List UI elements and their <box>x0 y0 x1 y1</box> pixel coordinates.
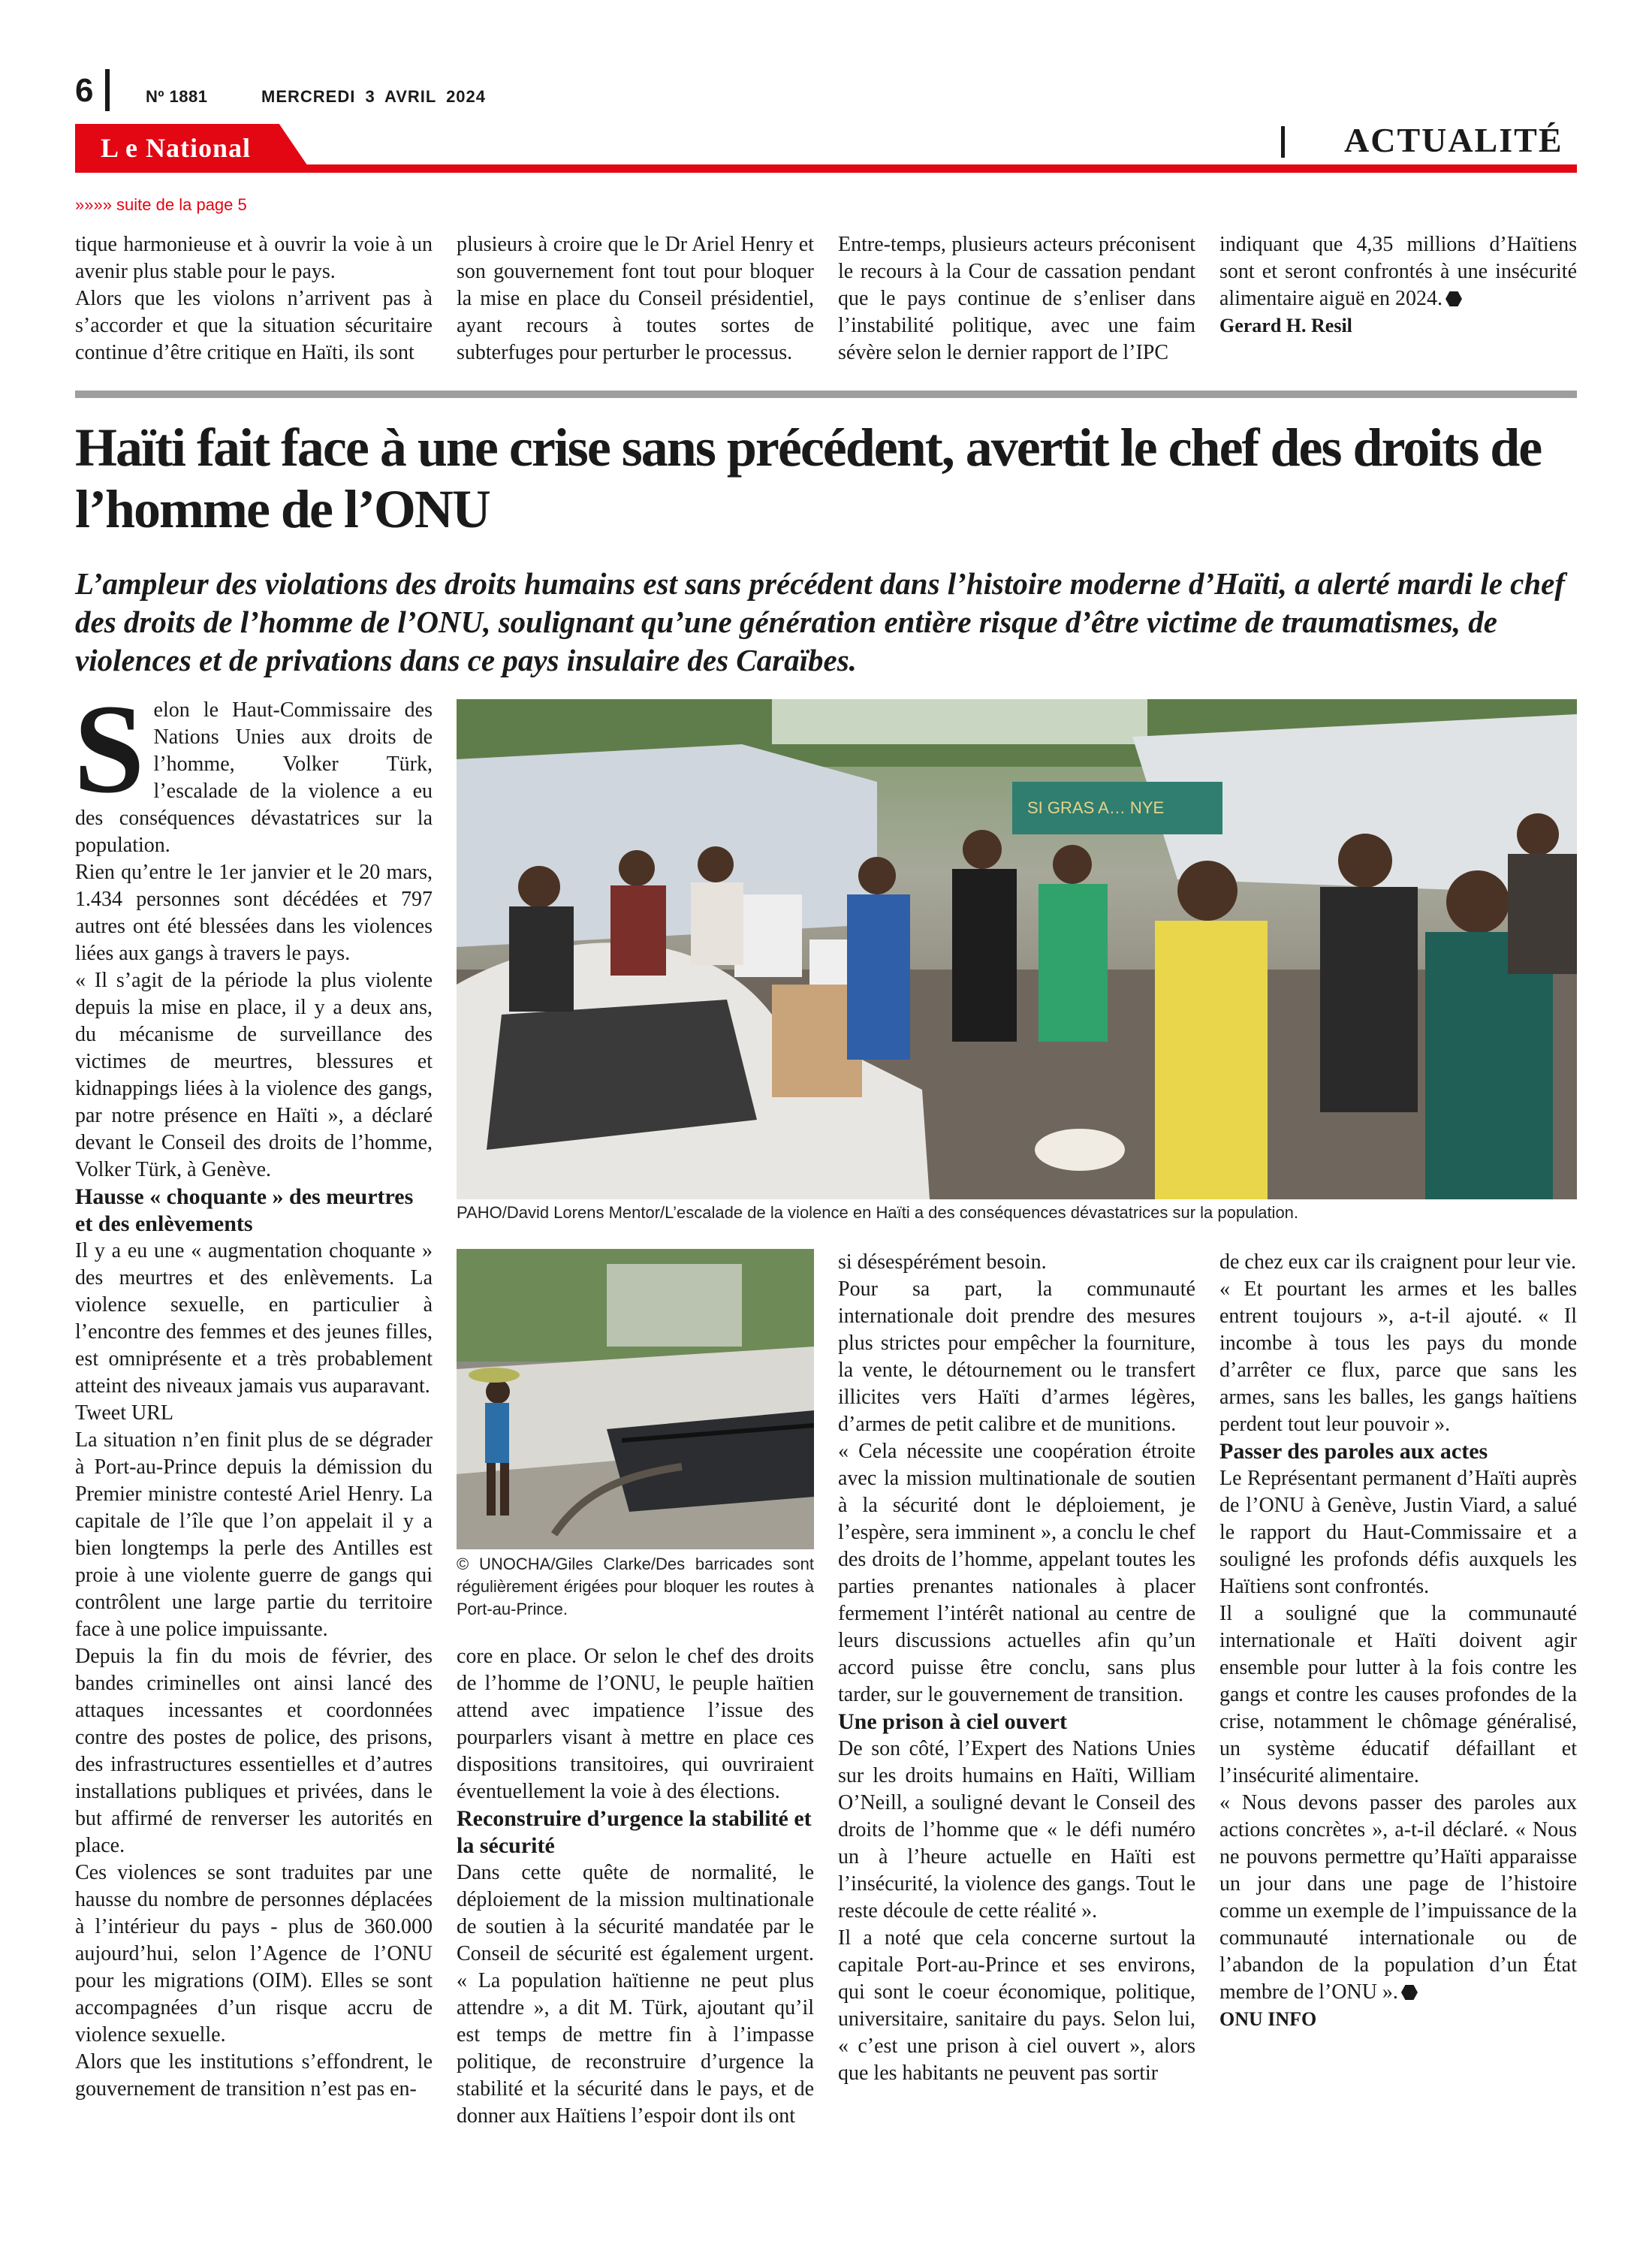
paragraph-text: elon le Haut-Commissaire des Nations Unies aux droits de l’homme, Volker Türk, l’escalade de la violence a eu des conséquences dévastatrices sur la population. <box>75 698 433 857</box>
drop-cap: S <box>74 678 145 819</box>
subheading: Une prison à ciel ouvert <box>838 1709 1067 1734</box>
paragraph: Rien qu’entre le 1er janvier et le 20 mars, 1.434 personnes sont décédées et 797 autres ont été blessées dans les violences liées aux gangs à travers le pays. <box>75 861 433 965</box>
paragraph: La situation n’en finit plus de se dégrader à Port-au-Prince depuis la démission du Premier ministre contesté Ariel Henry. La capitale de l’île que l’on appelait il y a bien longtemps la perle des Antilles est proie à une violente guerre de gangs qui contrôlent une large partie du territoire face à une police impuissante. <box>75 1428 433 1641</box>
brand-name: L e National <box>101 133 252 163</box>
paragraph: Il a noté que cela concerne surtout la capitale Port-au-Prince et ses environs, qui sont le coeur économique, politique, universitaire, sanitaire du pays. Selon lui, « c’est une prison à ciel ouvert », alors que les habitants ne peuvent pas sortir <box>838 1926 1195 2085</box>
paragraph-text: indiquant que 4,35 millions d’Haïtiens sont et seront confrontés à une insécurité alimentaire aiguë en 2024. <box>1219 233 1577 310</box>
paragraph: si désespérément besoin. <box>838 1250 1047 1274</box>
paragraph: core en place. Or selon le chef des droits de l’homme de l’ONU, le peuple haïtien attend avec impatience l’issue des pourparlers visant à mettre en place ces dispositions transitoires, qui ouvriraient éventuellement la voie à des élections. <box>457 1645 814 1803</box>
issue-number: Nº 1881 <box>146 87 208 106</box>
paragraph-text: « Nous devons passer des paroles aux actions concrètes », a-t-il déclaré. « Nous ne pouvons permettre qu’Haïti apparaisse un jour dans une page de l’histoire comme un exemple de l’impuissance de la communauté internationale ou de l’abandon de la population d’un État membre de l’ONU ». <box>1219 1791 1577 2004</box>
photo-barricades <box>457 1249 814 1549</box>
continued-column-2 <box>457 231 814 366</box>
end-mark-icon <box>1401 1985 1418 2000</box>
article-headline: Haïti fait face à une crise sans précédent, avertit le chef des droits de l’homme de l’ONU <box>75 418 1542 539</box>
photo-aid-distribution <box>457 699 1577 1199</box>
article-lead: L’ampleur des violations des droits humains est sans précédent dans l’histoire moderne d’Haïti, a alerté mardi le chef des droits de l’homme de l’ONU, soulignant qu’une génération entière risque d’être victime de traumatismes, de violences et de privations dans ce pays insulaire des Caraïbes. <box>75 566 1565 677</box>
byline: Gerard H. Resil <box>1219 315 1352 336</box>
subheading: Passer des paroles aux actes <box>1219 1439 1488 1464</box>
paragraph: De son côté, l’Expert des Nations Unies sur les droits humains en Haïti, William O’Neill, a souligné devant le Conseil des droits de l’homme que « le défi numéro un à l’heure actuelle en Haïti est l’insécurité, la violence des gangs. Tout le reste découle de cette réalité ». <box>838 1737 1195 1923</box>
paragraph: Depuis la fin du mois de février, des bandes criminelles ont ainsi lancé des attaques incessantes et coordonnées contre des postes de police, des prisons, des infrastructures essentielles et d’autres installations publiques et privées, dans le but affirmé de renverser les autorités en place. <box>75 1645 433 1857</box>
continued-column-1 <box>75 231 433 366</box>
paragraph: Il y a eu une « augmentation choquante » des meurtres et des enlèvements. La violence sexuelle, en particulier à l’encontre des femmes et des jeunes filles, est omniprésente et a très probablement atteint des niveaux jamais vus auparavant. <box>75 1239 433 1398</box>
issue-date: MERCREDI 3 AVRIL 2024 <box>261 87 487 106</box>
paragraph <box>1219 1790 1577 2006</box>
paragraph: Tweet URL <box>75 1401 174 1425</box>
article-separator <box>75 391 1577 398</box>
section-name: ACTUALITÉ <box>1344 121 1563 159</box>
subheading: Reconstruire d’urgence la stabilité et la sécurité <box>457 1806 812 1858</box>
paragraph: Entre-temps, plusieurs acteurs préconisent le recours à la Cour de cassation pendant que le pays continue de s’enliser dans l’instabilité politique, avec une faim sévère selon le dernier rapport de l’IPC <box>838 233 1195 364</box>
section-divider <box>1281 126 1285 158</box>
byline: ONU INFO <box>1219 2008 1317 2030</box>
paragraph: Alors que les violons n’arrivent pas à s’accorder et que la situation sécuritaire continue d’être critique en Haïti, ils sont <box>75 287 433 364</box>
continued-column-4 <box>1219 231 1577 339</box>
paragraph: Alors que les institutions s’effondrent, le gouvernement de transition n’est pas en- <box>75 2050 433 2101</box>
paragraph: de chez eux car ils craignent pour leur vie. <box>1219 1250 1577 1274</box>
page-number: 6 <box>75 72 94 109</box>
photo-barricades-caption: © UNOCHA/Giles Clarke/Des barricades sont régulièrement érigées pour bloquer les routes à Port-au-Prince. <box>457 1555 814 1618</box>
paragraph: Ces violences se sont traduites par une hausse du nombre de personnes déplacées à l’intérieur du pays - plus de 360.000 aujourd’hui, selon l’Agence de l’ONU pour les migrations (OIM). Elles se sont accompagnées d’un risque accru de violence sexuelle. <box>75 1861 433 2046</box>
page-number-divider <box>105 69 110 111</box>
photo-aid-distribution-image <box>457 699 1577 1199</box>
continued-column-3 <box>838 231 1195 366</box>
paragraph: « Et pourtant les armes et les balles entrent toujours », a-t-il ajouté. « Il incombe à tous les pays du monde d’arrêter ce flux, parce que sans les armes, sans les balles, les gangs haïtiens perdent tout leur pouvoir ». <box>1219 1277 1577 1436</box>
paragraph: tique harmonieuse et à ouvrir la voie à un avenir plus stable pour le pays. <box>75 233 433 283</box>
subheading: Hausse « choquante » des meurtres et des enlèvements <box>75 1184 414 1236</box>
paragraph <box>74 678 433 859</box>
article-column-2 <box>457 1643 814 2130</box>
paragraph: Le Représentant permanent d’Haïti auprès de l’ONU à Genève, Justin Viard, a salué le rapport du Haut-Commissaire et a souligné les profonds défis auxquels les Haïtiens sont confrontés. <box>1219 1467 1577 1598</box>
paragraph: Il a souligné que la communauté internationale et Haïti doivent agir ensemble pour lutter à la fois contre les gangs et contre les causes profondes de la crise, notamment le chômage généralisé, un système éducatif défaillant et l’insécurité alimentaire. <box>1219 1602 1577 1787</box>
photo-aid-distribution-caption: PAHO/David Lorens Mentor/L’escalade de la violence en Haïti a des conséquences dévastatrices sur la population. <box>457 1203 1299 1222</box>
article-column-1 <box>74 678 433 2103</box>
article-column-3 <box>838 1249 1195 2087</box>
paragraph: Pour sa part, la communauté internationale doit prendre des mesures plus strictes pour empêcher la fourniture, la vente, le détournement ou le transfert illicites vers Haïti d’armes légères, d’armes de petit calibre et de munitions. <box>838 1277 1195 1436</box>
paragraph <box>1219 231 1577 312</box>
paragraph: plusieurs à croire que le Dr Ariel Henry et son gouvernement font tout pour bloquer la mise en place du Conseil présidentiel, ayant recours à toutes sortes de subterfuges pour perturber le processus. <box>457 233 814 364</box>
end-mark-icon <box>1446 291 1462 306</box>
photo-barricades-image <box>457 1249 814 1549</box>
paragraph: « Il s’agit de la période la plus violente depuis la mise en place, il y a deux ans, du mécanisme de surveillance des victimes de meurtres, blessures et kidnappings liées à la violence des gangs, par notre présence en Haïti », a déclaré devant le Conseil des droits de l’homme, Volker Türk, à Genève. <box>75 969 433 1181</box>
shop-sign-text: SI GRAS A… NYE <box>1027 798 1165 817</box>
continued-from-label: »»»» suite de la page 5 <box>75 195 247 214</box>
article-column-4 <box>1219 1249 1577 2033</box>
paragraph: « Cela nécessite une coopération étroite avec la mission multinationale de soutien à la sécurité dont le déploiement, je l’espère, sera imminent », a conclu le chef des droits de l’homme, appelant toutes les parties prenantes nationales à placer fermement l’intérêt national au centre de leurs discussions actuelles afin qu’un accord puisse être conclu, sans plus tarder, sur le gouvernement de transition. <box>838 1440 1195 1706</box>
paragraph: Dans cette quête de normalité, le déploiement de la mission multinationale de soutien à la sécurité mandatée par le Conseil de sécurité est également urgent. « La population haïtienne ne peut plus attendre », a dit M. Türk, ajoutant qu’il est temps de mettre fin à l’impasse politique, de reconstruire d’urgence la stabilité et la sécurité dans le pays, et de donner aux Haïtiens l’espoir dont ils ont <box>457 1861 814 2128</box>
